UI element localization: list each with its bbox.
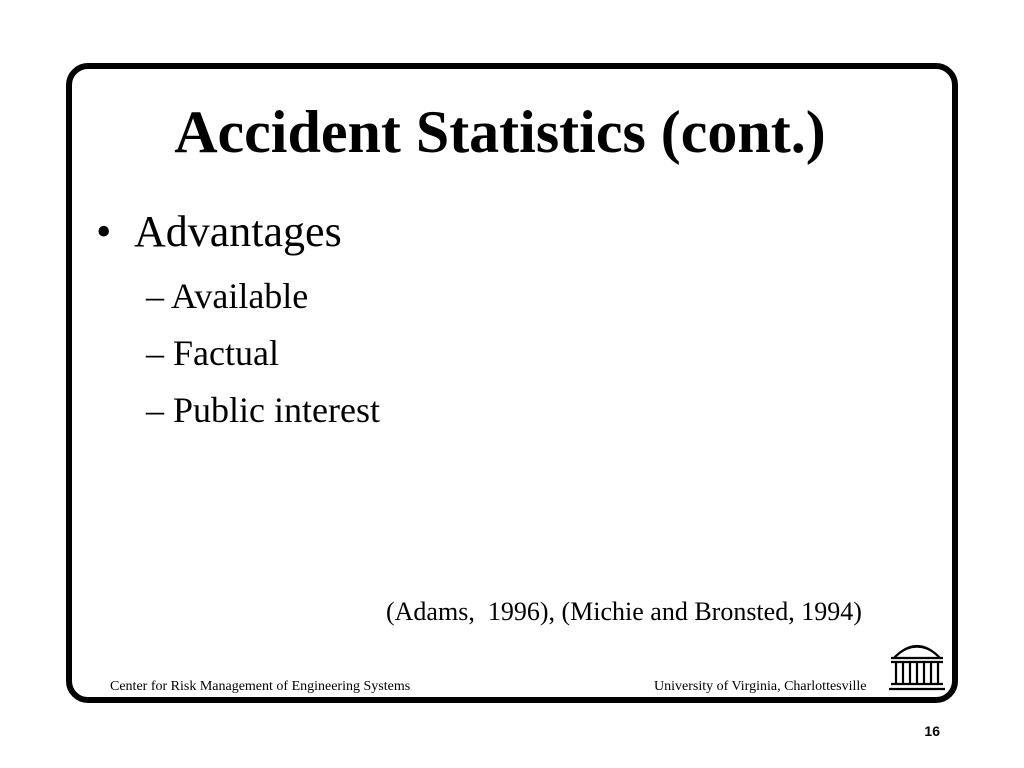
slide-title: Accident Statistics (cont.) xyxy=(174,99,826,165)
footer-university: University of Virginia, Charlottesville xyxy=(654,679,867,694)
footer-organization: Center for Risk Management of Engineering Systems xyxy=(110,679,411,694)
bullet-advantages xyxy=(96,205,342,259)
citation: (Adams, 1996), (Michie and Bronsted, 1994) xyxy=(386,597,862,626)
sub-bullet-list xyxy=(146,268,380,439)
bullet-label: Advantages xyxy=(134,207,342,256)
rotunda-icon xyxy=(888,636,946,692)
sub-bullet-item: – Available xyxy=(146,276,309,316)
page-number: 16 xyxy=(924,723,940,739)
sub-bullet-item: – Factual xyxy=(146,333,279,373)
sub-bullet-item: – Public interest xyxy=(146,390,380,430)
bullet-marker: • xyxy=(96,207,112,256)
